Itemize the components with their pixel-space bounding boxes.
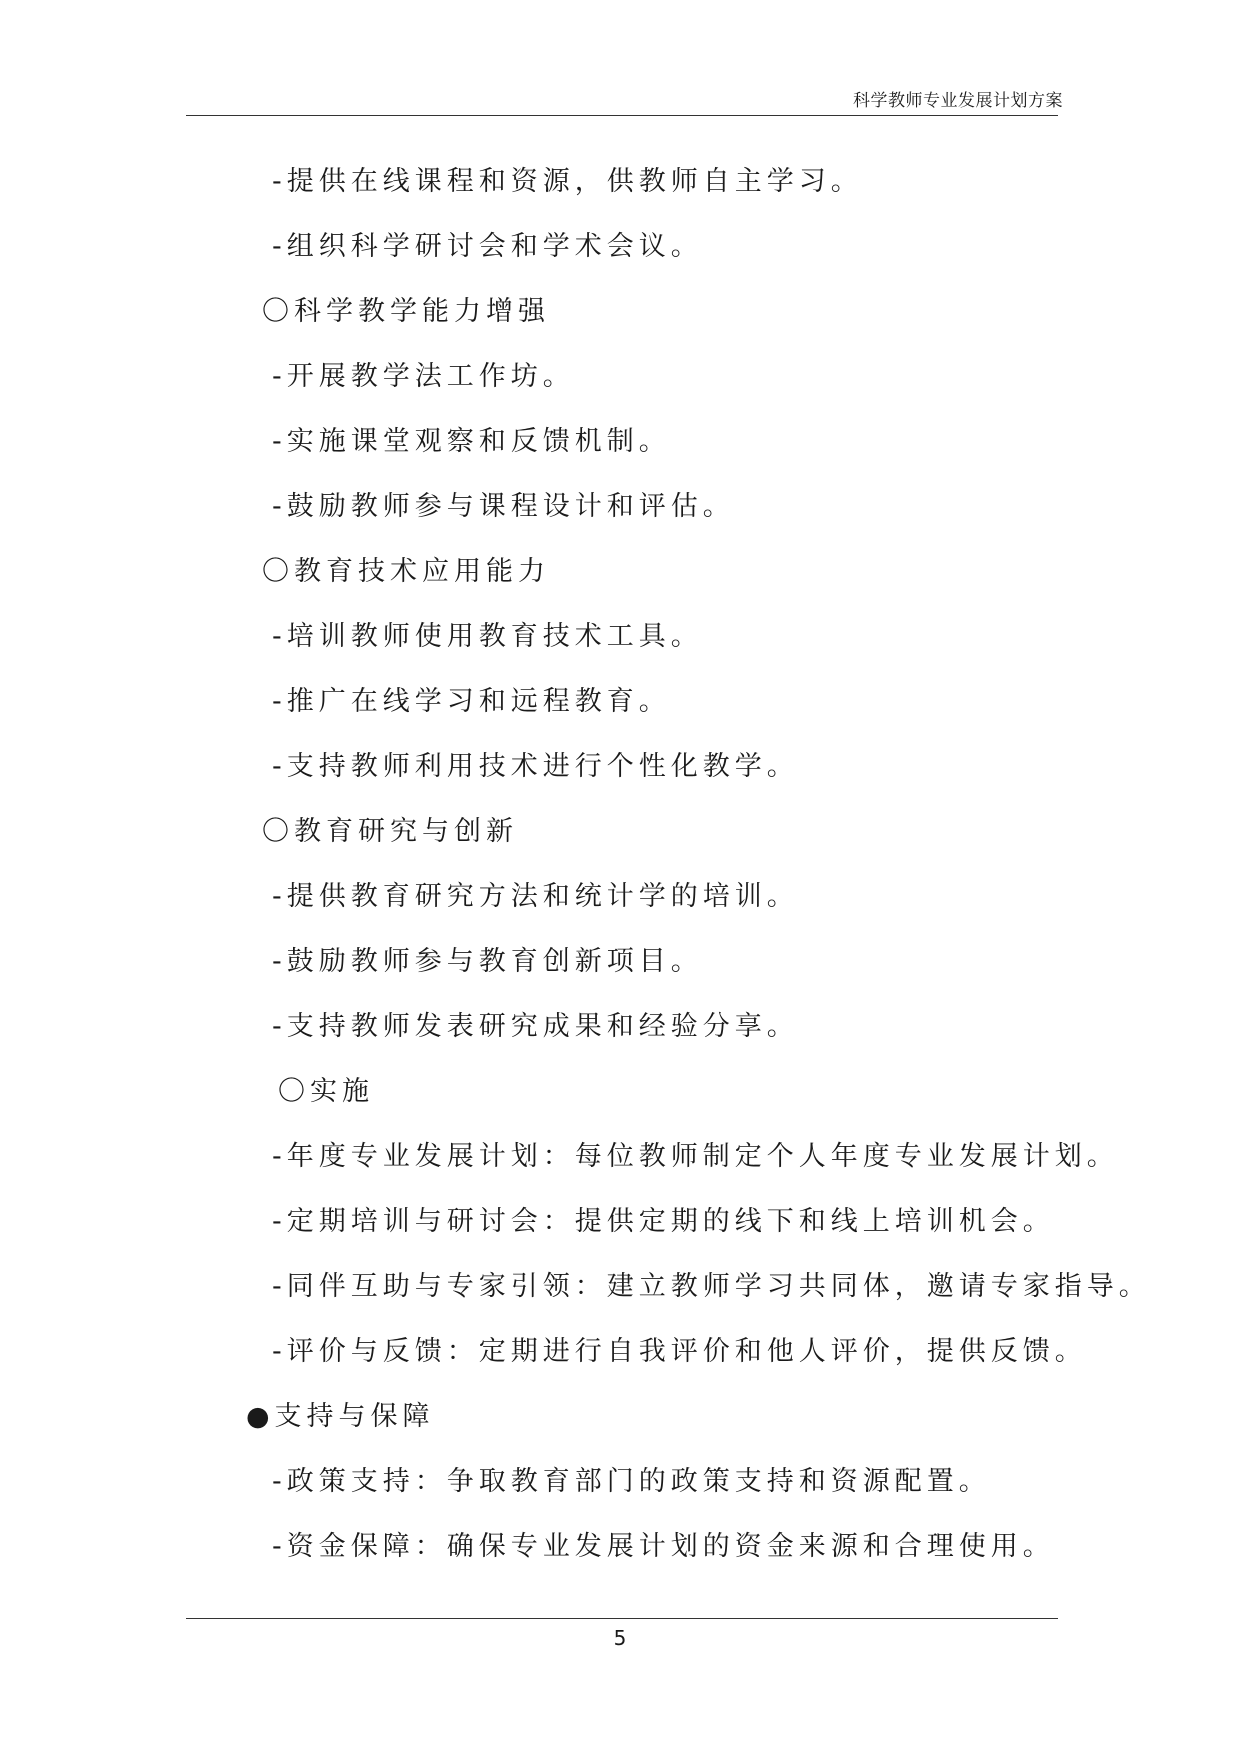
section-heading: 〇实施 xyxy=(278,1076,374,1107)
list-item: -培训教师使用教育技术工具。 xyxy=(272,621,703,652)
list-item: -推广在线学习和远程教育。 xyxy=(272,686,671,717)
list-item: -鼓励教师参与课程设计和评估。 xyxy=(272,491,735,522)
list-item: -年度专业发展计划：每位教师制定个人年度专业发展计划。 xyxy=(272,1141,1119,1172)
list-item: -提供在线课程和资源，供教师自主学习。 xyxy=(272,166,863,197)
list-item: -同伴互助与专家引领：建立教师学习共同体，邀请专家指导。 xyxy=(272,1271,1151,1302)
section-heading: 〇教育技术应用能力 xyxy=(262,556,550,587)
list-item: -开展教学法工作坊。 xyxy=(272,361,575,392)
list-item: -资金保障：确保专业发展计划的资金来源和合理使用。 xyxy=(272,1531,1055,1562)
list-item: -鼓励教师参与教育创新项目。 xyxy=(272,946,703,977)
list-item: -实施课堂观察和反馈机制。 xyxy=(272,426,671,457)
list-item: -定期培训与研讨会：提供定期的线下和线上培训机会。 xyxy=(272,1206,1055,1237)
section-heading: 〇教育研究与创新 xyxy=(262,816,518,847)
section-heading: ●支持与保障 xyxy=(246,1401,435,1432)
header-title: 科学教师专业发展计划方案 xyxy=(853,91,1063,111)
list-item: -支持教师利用技术进行个性化教学。 xyxy=(272,751,799,782)
footer-divider xyxy=(186,1618,1058,1619)
page-number: 5 xyxy=(613,1626,627,1650)
list-item: -评价与反馈：定期进行自我评价和他人评价，提供反馈。 xyxy=(272,1336,1087,1367)
header-divider xyxy=(186,115,1058,116)
list-item: -提供教育研究方法和统计学的培训。 xyxy=(272,881,799,912)
list-item: -组织科学研讨会和学术会议。 xyxy=(272,231,703,262)
section-heading: 〇科学教学能力增强 xyxy=(262,296,550,327)
list-item: -政策支持：争取教育部门的政策支持和资源配置。 xyxy=(272,1466,991,1497)
list-item: -支持教师发表研究成果和经验分享。 xyxy=(272,1011,799,1042)
